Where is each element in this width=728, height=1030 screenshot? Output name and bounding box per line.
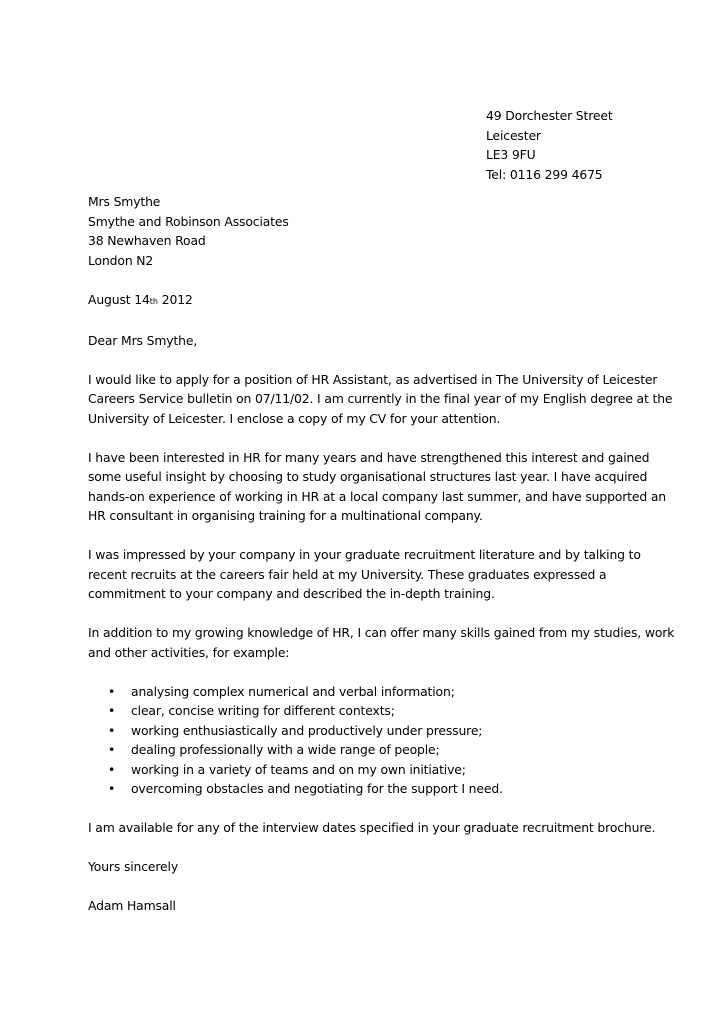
bullet-icon: • — [108, 781, 116, 796]
bullet-icon: • — [108, 742, 116, 757]
paragraph-line: I would like to apply for a position of HR Assistant, as advertised in The University of Leicester — [88, 371, 658, 387]
list-item — [88, 682, 648, 702]
signature-name: Adam Hamsall — [88, 898, 176, 913]
list-item — [88, 760, 648, 780]
bullet-icon: • — [108, 703, 116, 718]
paragraph-line: HR consultant in organising training for a multinational company. — [88, 508, 483, 523]
paragraph-line: recent recruits at the careers fair held at my University. These graduates expressed a — [88, 566, 607, 582]
recipient-company: Smythe and Robinson Associates — [88, 213, 289, 229]
paragraph-line: University of Leicester. I enclose a copy of my CV for your attention. — [88, 410, 501, 426]
date-month-day: August 14 — [88, 291, 150, 307]
letter-body — [88, 192, 675, 916]
list-item-text: clear, concise writing for different contexts; — [131, 703, 395, 718]
sender-telephone: Tel: 0116 299 4675 — [486, 166, 603, 182]
paragraph-line: In addition to my growing knowledge of HR, I can offer many skills gained from my studies, work — [88, 625, 675, 640]
letter-date — [88, 290, 648, 312]
paragraph-line: some useful insight by choosing to study organisational structures last year. I have acquired — [88, 469, 648, 484]
recipient-address — [88, 192, 648, 270]
date-ordinal-suffix: th — [149, 296, 158, 306]
bullet-icon: • — [108, 722, 116, 738]
salutation: Dear Mrs Smythe, — [88, 332, 198, 348]
paragraph-4 — [88, 623, 675, 662]
sender-street: 49 Dorchester Street — [486, 108, 613, 123]
paragraph-line: commitment to your company and described the in-depth training. — [88, 586, 495, 601]
recipient-street: 38 Newhaven Road — [88, 233, 206, 248]
date-year: 2012 — [161, 291, 193, 307]
recipient-city: London N2 — [88, 252, 154, 268]
paragraph-line: and other activities, for example: — [88, 644, 290, 660]
list-item — [88, 740, 648, 760]
skills-list — [88, 682, 648, 799]
list-item-text: dealing professionally with a wide range of people; — [131, 742, 440, 757]
paragraph-line: hands-on experience of working in HR at a local company last summer, and have supported an — [88, 488, 667, 504]
list-item-text: analysing complex numerical and verbal information; — [131, 683, 455, 699]
paragraph-3 — [88, 545, 648, 604]
paragraph-1 — [88, 370, 673, 429]
signoff: Yours sincerely — [88, 859, 179, 874]
list-item-text: working in a variety of teams and on my own initiative; — [131, 761, 466, 777]
list-item — [88, 701, 648, 721]
paragraph-line: I have been interested in HR for many years and have strengthened this interest and gained — [88, 449, 650, 465]
list-item — [88, 779, 648, 799]
paragraph-line: Careers Service bulletin on 07/11/02. I am currently in the final year of my English degree at the — [88, 391, 673, 406]
sender-city: Leicester — [486, 127, 541, 143]
list-item-text: working enthusiastically and productively under pressure; — [131, 722, 483, 738]
sender-address — [486, 106, 686, 184]
sender-postcode: LE3 9FU — [486, 147, 536, 162]
paragraph-line: I was impressed by your company in your graduate recruitment literature and by talking to — [88, 547, 641, 562]
list-item — [88, 721, 648, 741]
bullet-icon: • — [108, 683, 116, 699]
list-item-text: overcoming obstacles and negotiating for the support I need. — [131, 781, 503, 796]
paragraph-2 — [88, 448, 667, 526]
recipient-name: Mrs Smythe — [88, 194, 161, 209]
bullet-icon: • — [108, 761, 116, 777]
closing-paragraph: I am available for any of the interview dates specified in your graduate recruitment brochure. — [88, 820, 656, 835]
